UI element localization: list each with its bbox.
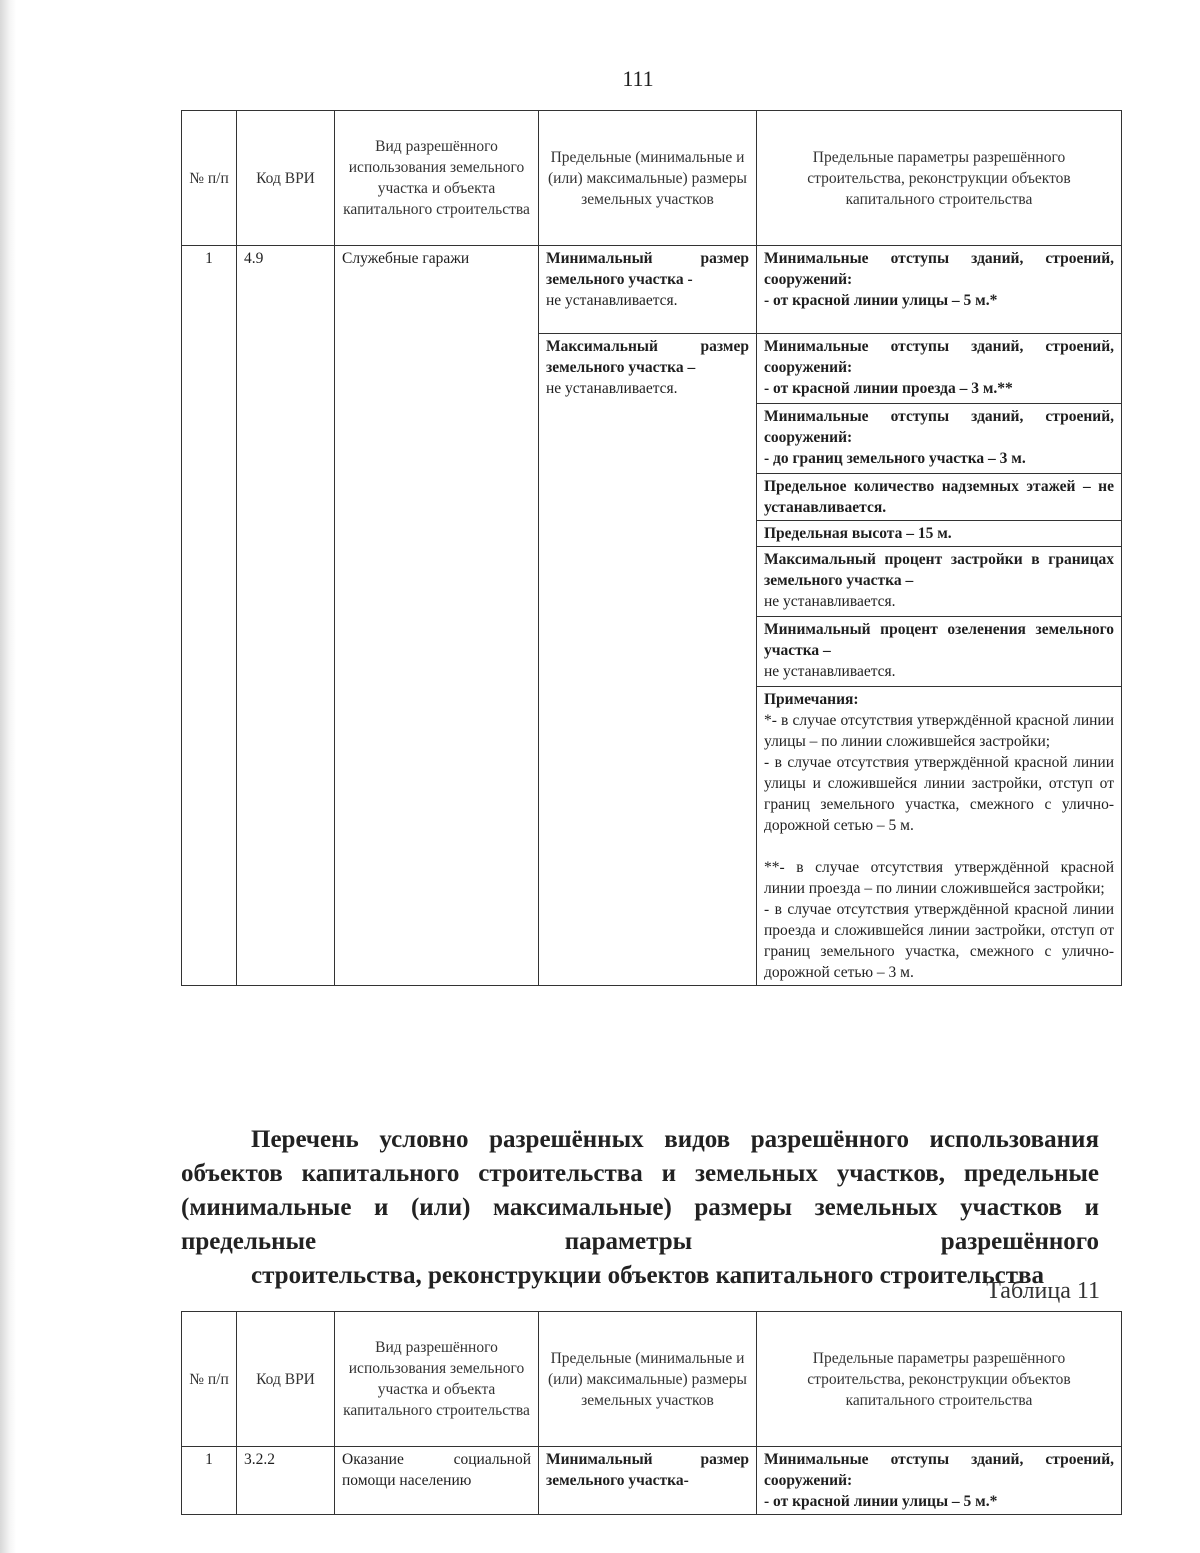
param-cell <box>757 1447 1122 1515</box>
header-num: № п/п <box>182 1312 237 1447</box>
note-item: *- в случае отсутствия утверждённой красной линии улицы – по линии сложившейся застройки; <box>764 712 1114 750</box>
param-value: - от красной линии улицы – 5 м.* <box>764 1493 998 1510</box>
note-item: - в случае отсутствия утверждённой красной линии улицы и сложившейся линии застройки, отступ от границ земельного участка, смежного с улично-дорожной сетью – 5 м. <box>764 754 1114 834</box>
header-code: Код ВРИ <box>237 111 335 246</box>
size-max-label: Максимальный размер земельного участка – <box>546 338 749 376</box>
header-params: Предельные параметры разрешённого строительства, реконструкции объектов капитального строительства <box>757 1312 1122 1447</box>
row-kind: Служебные гаражи <box>335 246 539 986</box>
param-value: не устанавливается. <box>764 593 896 610</box>
header-kind: Вид разрешённого использования земельного участка и объекта капитального строительства <box>335 111 539 246</box>
row-num: 1 <box>182 1447 237 1515</box>
table-permitted-uses <box>181 110 1122 986</box>
table-caption: Таблица 11 <box>986 1278 1100 1304</box>
table-header-row <box>182 111 1122 246</box>
size-min-cell <box>539 246 757 334</box>
size-min-value: не устанавливается. <box>546 292 678 309</box>
note-gap <box>764 836 1114 857</box>
param-label: Максимальный процент застройки в границах земельного участка – <box>764 551 1114 589</box>
param-value: - от красной линии улицы – 5 м.* <box>764 292 998 309</box>
section-heading-main: Перечень условно разрешённых видов разрешённого использования объектов капитального строительства и земельных участков, предельные (минимальные и (или) максимальные) размеры земельных участков и предельные параметры разрешённого <box>181 1126 1099 1255</box>
row-num: 1 <box>182 246 237 986</box>
param-label: Минимальный процент озеленения земельного участка – <box>764 621 1114 659</box>
row-code: 3.2.2 <box>237 1447 335 1515</box>
table-conditional-uses <box>181 1311 1122 1515</box>
size-min-label: Минимальный размер земельного участка - <box>546 250 749 288</box>
param-value: - от красной линии проезда – 3 м.** <box>764 380 1013 397</box>
param-value: - до границ земельного участка – 3 м. <box>764 450 1026 467</box>
param-cell <box>757 404 1122 474</box>
param-label: Минимальные отступы зданий, строений, сооружений: <box>764 408 1114 446</box>
param-value: не устанавливается. <box>764 663 896 680</box>
row-code: 4.9 <box>237 246 335 986</box>
note-item: - в случае отсутствия утверждённой красной линии проезда и сложившейся линии застройки, отступ от границ земельного участка, смежного с улично-дорожной сетью – 3 м. <box>764 901 1114 981</box>
param-height: Предельная высота – 15 м. <box>757 521 1122 547</box>
table-header-row <box>182 1312 1122 1447</box>
scan-edge-shadow <box>0 0 16 1553</box>
header-num: № п/п <box>182 111 237 246</box>
param-cell <box>757 246 1122 334</box>
param-cell <box>757 617 1122 687</box>
param-floors: Предельное количество надземных этажей – не устанавливается. <box>757 474 1122 521</box>
param-cell <box>757 547 1122 617</box>
param-label: Минимальные отступы зданий, строений, сооружений: <box>764 250 1114 288</box>
notes-cell <box>757 687 1122 986</box>
header-sizes: Предельные (минимальные и (или) максимальные) размеры земельных участков <box>539 111 757 246</box>
size-min-label: Минимальный размер земельного участка- <box>539 1447 757 1515</box>
page-number: 111 <box>622 66 654 91</box>
size-max-cell <box>539 334 757 986</box>
param-label: Минимальные отступы зданий, строений, сооружений: <box>764 1451 1114 1489</box>
table-row <box>182 246 1122 334</box>
note-item: **- в случае отсутствия утверждённой красной линии проезда – по линии сложившейся застройки; <box>764 859 1114 897</box>
header-sizes: Предельные (минимальные и (или) максимальные) размеры земельных участков <box>539 1312 757 1447</box>
size-max-value: не устанавливается. <box>546 380 678 397</box>
header-params: Предельные параметры разрешённого строительства, реконструкции объектов капитального строительства <box>757 111 1122 246</box>
section-heading-last: строительства, реконструкции объектов капитального строительства <box>251 1262 1045 1289</box>
param-label: Минимальные отступы зданий, строений, сооружений: <box>764 338 1114 376</box>
row-kind: Оказание социальной помощи населению <box>335 1447 539 1515</box>
section-heading <box>181 1123 1099 1293</box>
notes-title: Примечания: <box>764 691 859 708</box>
table-row <box>182 1447 1122 1515</box>
param-cell <box>757 334 1122 404</box>
header-kind: Вид разрешённого использования земельного участка и объекта капитального строительства <box>335 1312 539 1447</box>
header-code: Код ВРИ <box>237 1312 335 1447</box>
